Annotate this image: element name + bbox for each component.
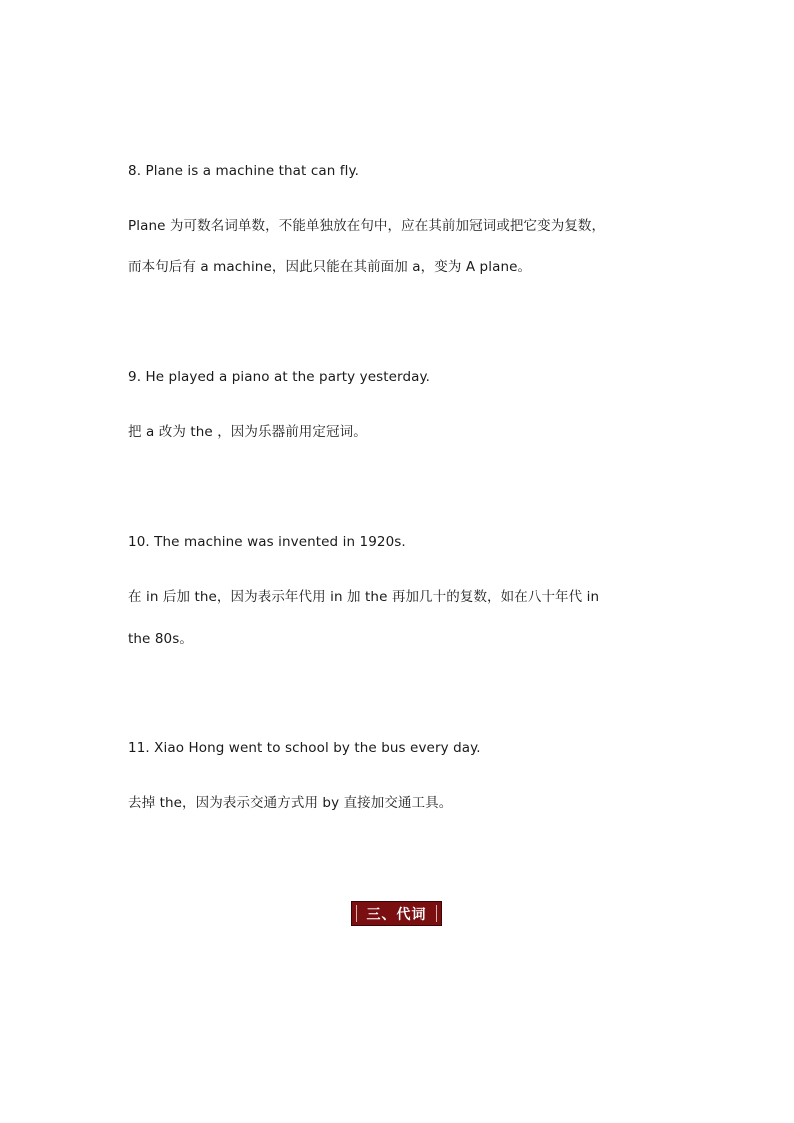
question-11: 11. Xiao Hong went to school by the bus every day. xyxy=(128,740,481,756)
heading-right-rule xyxy=(436,905,437,922)
explanation-8-line-1: Plane 为可数名词单数，不能单独放在句中，应在其前加冠词或把它变为复数， xyxy=(128,218,606,234)
explanation-11-line-1: 去掉 the，因为表示交通方式用 by 直接加交通工具。 xyxy=(128,795,453,811)
explanation-8-line-2: 而本句后有 a machine，因此只能在其前面加 a，变为 A plane。 xyxy=(128,259,532,275)
section-heading-pronouns xyxy=(351,901,442,926)
explanation-9-line-1: 把 a 改为 the ，因为乐器前用定冠词。 xyxy=(128,424,367,440)
question-10: 10. The machine was invented in 1920s. xyxy=(128,534,406,550)
heading-left-rule xyxy=(356,905,357,922)
section-heading-title: 三、代词 xyxy=(366,906,427,923)
explanation-10-line-1: 在 in 后加 the，因为表示年代用 in 加 the 再加几十的复数，如在八十年代 in xyxy=(128,589,600,605)
question-8: 8. Plane is a machine that can fly. xyxy=(128,163,360,179)
question-9: 9. He played a piano at the party yesterday. xyxy=(128,369,431,385)
explanation-10-line-2: the 80s。 xyxy=(128,631,193,647)
